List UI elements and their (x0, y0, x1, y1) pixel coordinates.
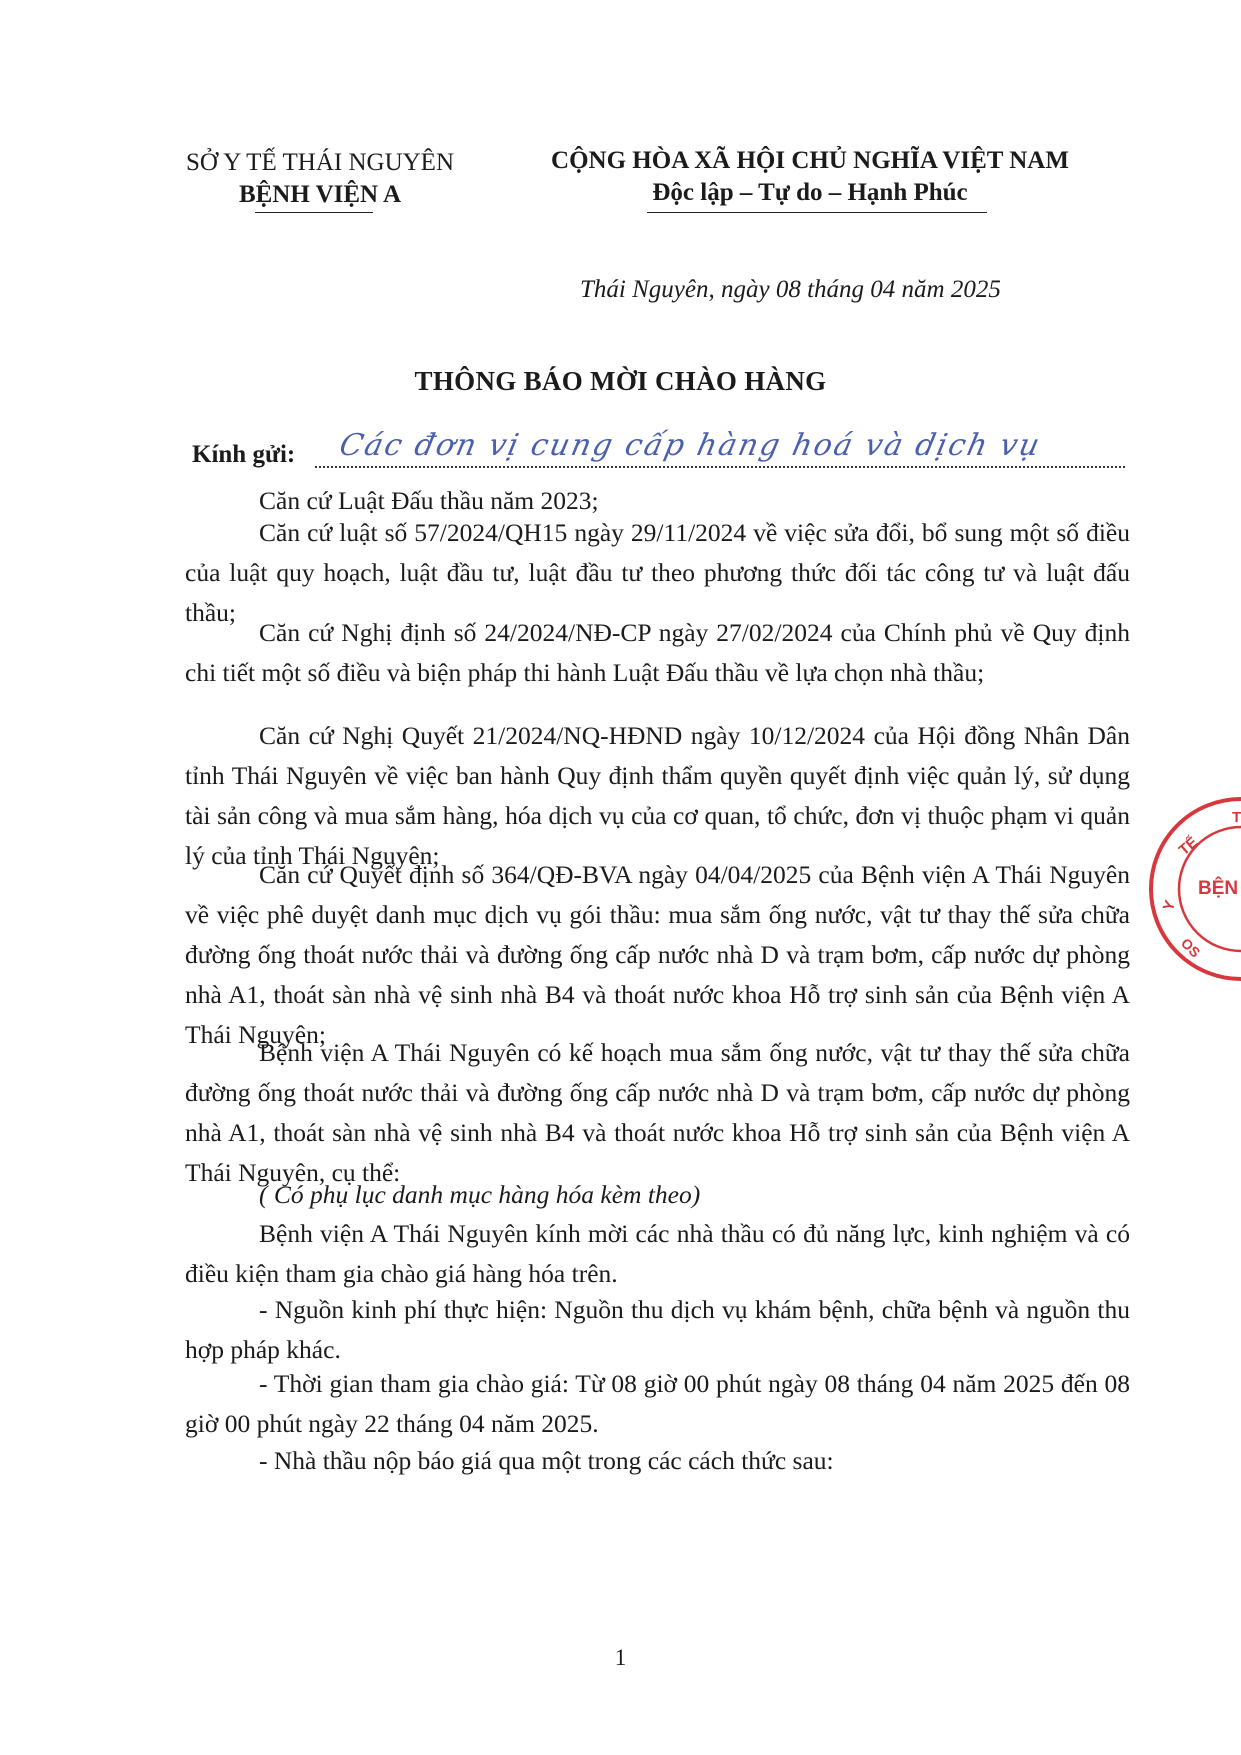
paragraph-basis-law-57: Căn cứ luật số 57/2024/QH15 ngày 29/11/2024 về việc sửa đổi, bổ sung một số điều của luật quy hoạch, luật đầu tư, luật đầu tư theo phương thức đối tác công tư và luật đấu thầu; (185, 518, 1130, 627)
nation-motto: Độc lập – Tự do – Hạnh Phúc (652, 179, 968, 206)
svg-text:BỆN: BỆN (1198, 878, 1239, 899)
nation-title: CỘNG HÒA XÃ HỘI CHỦ NGHĨA VIỆT NAM (551, 147, 1069, 174)
recipient-label: Kính gửi: (192, 441, 296, 468)
paragraph-submission: - Nhà thầu nộp báo giá qua một trong các cách thức sau: (259, 1446, 834, 1475)
issuer-name: BỆNH VIỆN A (238, 181, 402, 208)
recipient-handwritten: Các đơn vị cung cấp hàng hoá và dịch vụ (336, 428, 1045, 463)
nation-block (500, 145, 1120, 209)
issuer-block (160, 147, 480, 211)
paragraph-invitation: Bệnh viện A Thái Nguyên kính mời các nhà thầu có đủ năng lực, kinh nghiệm và có điều kiện tham gia chào giá hàng hóa trên. (185, 1219, 1130, 1288)
issuer-parent: SỞ Y TẾ THÁI NGUYÊN (185, 149, 455, 176)
svg-text:T: T (1232, 809, 1241, 826)
paragraph-basis-decree: Căn cứ Nghị định số 24/2024/NĐ-CP ngày 27/02/2024 của Chính phủ về Quy định chi tiết một số điều và biện pháp thi hành Luật Đấu thầu về lựa chọn nhà thầu; (185, 618, 1130, 687)
svg-text:OS: OS (1177, 934, 1204, 961)
issuer-underline (255, 212, 373, 213)
date-line: Thái Nguyên, ngày 08 tháng 04 năm 2025 (580, 276, 1001, 303)
paragraph-procurement-plan: Bệnh viện A Thái Nguyên có kế hoạch mua sắm ống nước, vật tư thay thế sửa chữa đường ống thoát nước thải và đường ống cấp nước nhà D và trạm bơm, cấp nước dự phòng nhà A1, thoát sàn nhà vệ sinh nhà B4 và thoát nước khoa Hỗ trợ sinh sản của Bệnh viện A Thái Nguyên, cụ thể: (185, 1038, 1130, 1187)
official-stamp (1146, 794, 1241, 984)
svg-text:TẾ: TẾ (1175, 833, 1202, 860)
paragraph-funding: - Nguồn kinh phí thực hiện: Nguồn thu dịch vụ khám bệnh, chữa bệnh và nguồn thu hợp pháp khác. (185, 1295, 1130, 1364)
motto-underline (647, 212, 987, 213)
paragraph-basis-resolution: Căn cứ Nghị Quyết 21/2024/NQ-HĐND ngày 10/12/2024 của Hội đồng Nhân Dân tỉnh Thái Nguyên về việc ban hành Quy định thẩm quyền quyết định việc quản lý, sử dụng tài sản công và mua sắm hàng, hóa dịch vụ của cơ quan, tổ chức, đơn vị thuộc phạm vi quản lý của tỉnh Thái Nguyên; (185, 721, 1130, 870)
paragraph-basis-law: Căn cứ Luật Đấu thầu năm 2023; (259, 486, 599, 515)
page-number: 1 (614, 1645, 627, 1670)
svg-text:Y: Y (1159, 898, 1180, 914)
paragraph-basis-decision: Căn cứ Quyết định số 364/QĐ-BVA ngày 04/04/2025 của Bệnh viện A Thái Nguyên về việc phê duyệt danh mục dịch vụ gói thầu: mua sắm ống nước, vật tư thay thế sửa chữa đường ống thoát nước thải và đường ống cấp nước nhà D và trạm bơm, cấp nước dự phòng nhà A1, thoát sàn nhà vệ sinh nhà B4 và thoát nước khoa Hỗ trợ sinh sản của Bệnh viện A Thái Nguyên; (185, 860, 1130, 1049)
paragraph-appendix-note: ( Có phụ lục danh mục hàng hóa kèm theo) (259, 1180, 701, 1209)
paragraph-timeline: - Thời gian tham gia chào giá: Từ 08 giờ 00 phút ngày 08 tháng 04 năm 2025 đến 08 giờ 00 phút ngày 22 tháng 04 năm 2025. (185, 1369, 1130, 1438)
recipient-dotted-line (315, 466, 1125, 468)
document-title: THÔNG BÁO MỜI CHÀO HÀNG (414, 366, 827, 396)
